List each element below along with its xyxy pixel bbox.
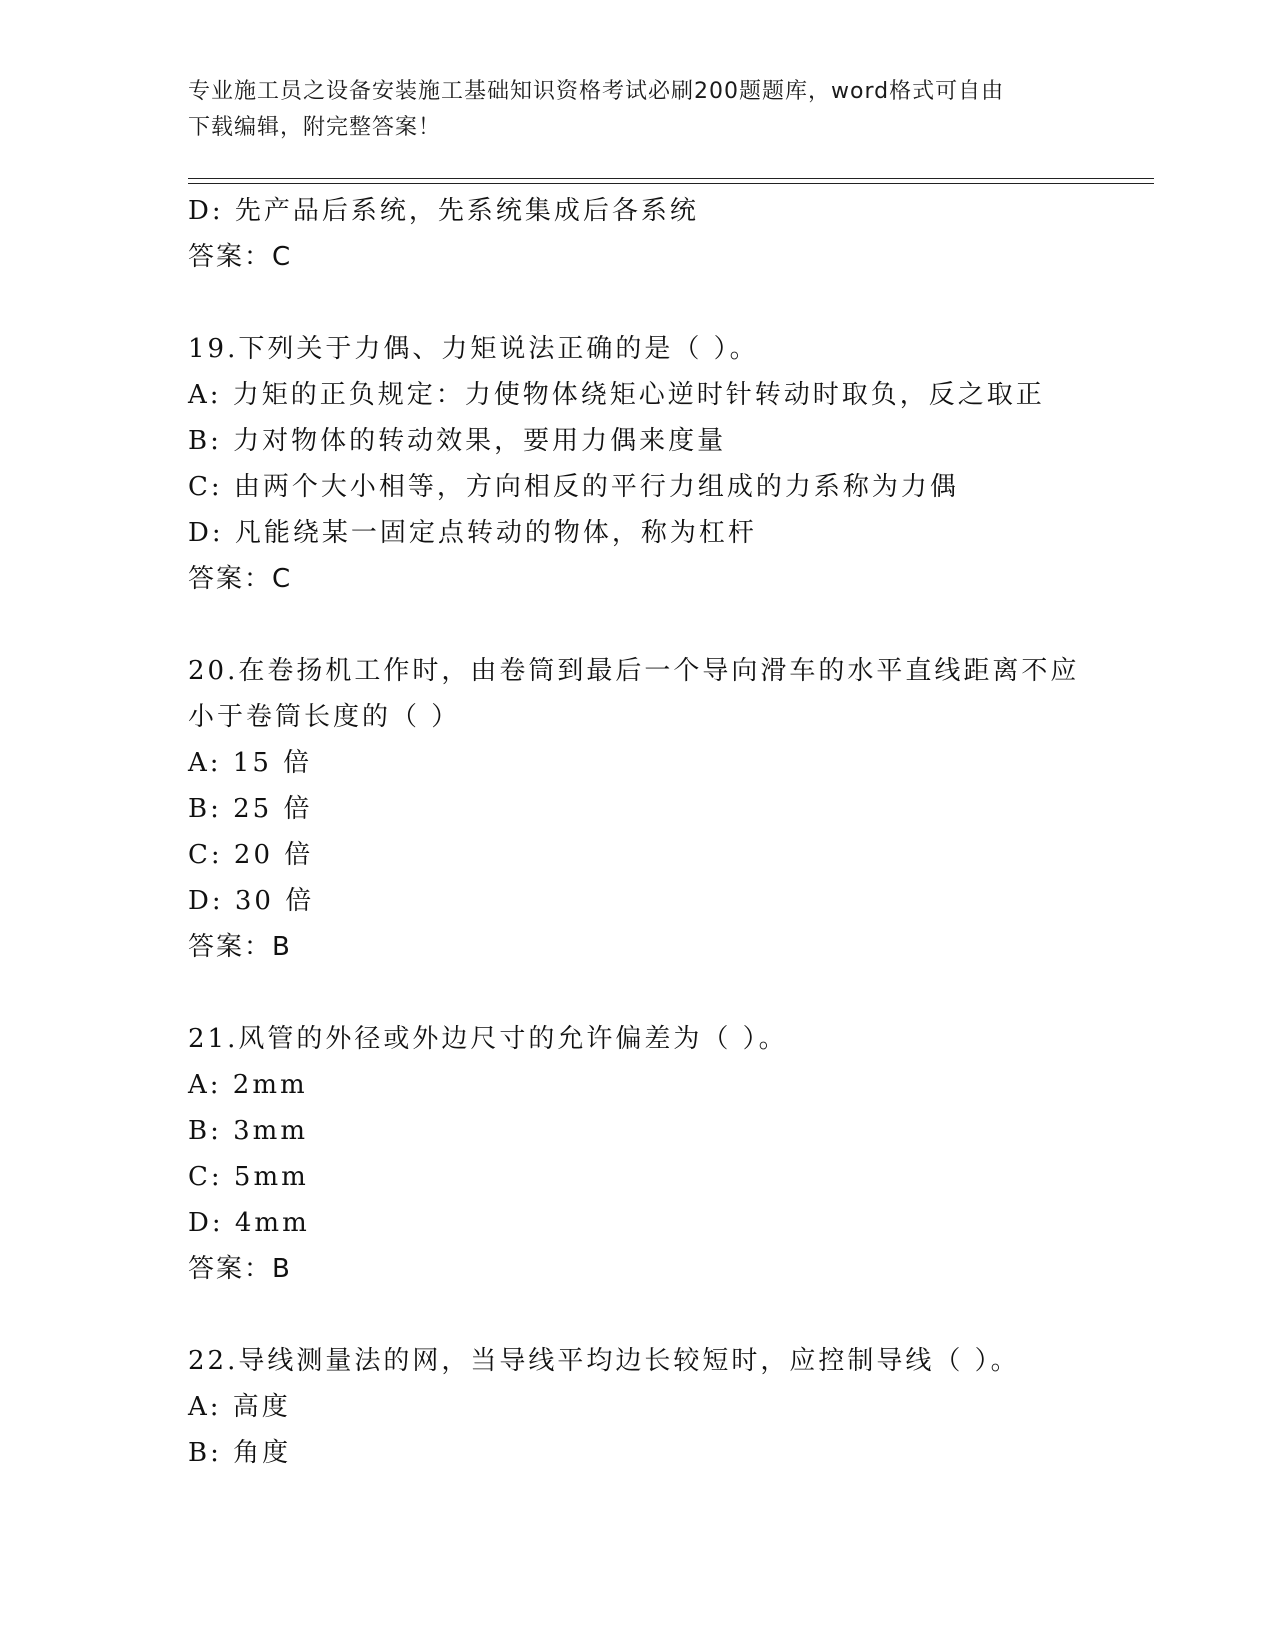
- option-a: A: 力矩的正负规定：力使物体绕矩心逆时针转动时取负，反之取正: [188, 380, 1045, 410]
- question-stem: 22.导线测量法的网，当导线平均边长较短时，应控制导线（ ）。: [188, 1346, 1020, 1376]
- spacer: [188, 970, 1088, 1016]
- answer-line: 答案：B: [188, 1254, 292, 1284]
- option-a: A: 2mm: [188, 1070, 308, 1100]
- option-d: D: 30 倍: [188, 886, 315, 916]
- question-stem-line-1: 20.在卷扬机工作时，由卷筒到最后一个导向滑车的水平直线距离不应: [188, 656, 1080, 686]
- header-title-line-2: 下载编辑，附完整答案！: [188, 115, 442, 140]
- answer-line: 答案：C: [188, 564, 293, 594]
- question-list: [188, 188, 1088, 1476]
- question-stem-line-2: 小于卷筒长度的（ ）: [188, 702, 461, 732]
- option-a: A: 高度: [188, 1392, 291, 1422]
- spacer: [188, 280, 1088, 326]
- spacer: [188, 602, 1088, 648]
- answer-line: 答案：B: [188, 932, 292, 962]
- option-b: B: 25 倍: [188, 794, 313, 824]
- header-title-line-1: 专业施工员之设备安装施工基础知识资格考试必刷200题题库，word格式可自由: [188, 79, 1005, 104]
- option-c: C: 20 倍: [188, 840, 314, 870]
- question-stem: 21.风管的外径或外边尺寸的允许偏差为（ ）。: [188, 1024, 788, 1054]
- spacer: [188, 1292, 1088, 1338]
- document-header: [188, 74, 1088, 146]
- option-b: B: 力对物体的转动效果，要用力偶来度量: [188, 426, 727, 456]
- option-c: C: 5mm: [188, 1162, 309, 1192]
- option-d: D: 先产品后系统，先系统集成后各系统: [188, 196, 699, 226]
- option-c: C: 由两个大小相等，方向相反的平行力组成的力系称为力偶: [188, 472, 959, 502]
- question-block-22: [188, 1338, 1088, 1476]
- option-b: B: 角度: [188, 1438, 292, 1468]
- option-b: B: 3mm: [188, 1116, 308, 1146]
- option-d: D: 凡能绕某一固定点转动的物体，称为杠杆: [188, 518, 757, 548]
- question-block-20: [188, 648, 1088, 970]
- option-d: D: 4mm: [188, 1208, 310, 1238]
- header-divider-top: [188, 178, 1154, 179]
- answer-line: 答案：C: [188, 242, 293, 272]
- header-divider-bottom: [188, 183, 1154, 184]
- option-a: A: 15 倍: [188, 748, 313, 778]
- question-block-prev: [188, 188, 1088, 280]
- question-stem: 19.下列关于力偶、力矩说法正确的是（ ）。: [188, 334, 759, 364]
- question-block-19: [188, 326, 1088, 602]
- question-block-21: [188, 1016, 1088, 1292]
